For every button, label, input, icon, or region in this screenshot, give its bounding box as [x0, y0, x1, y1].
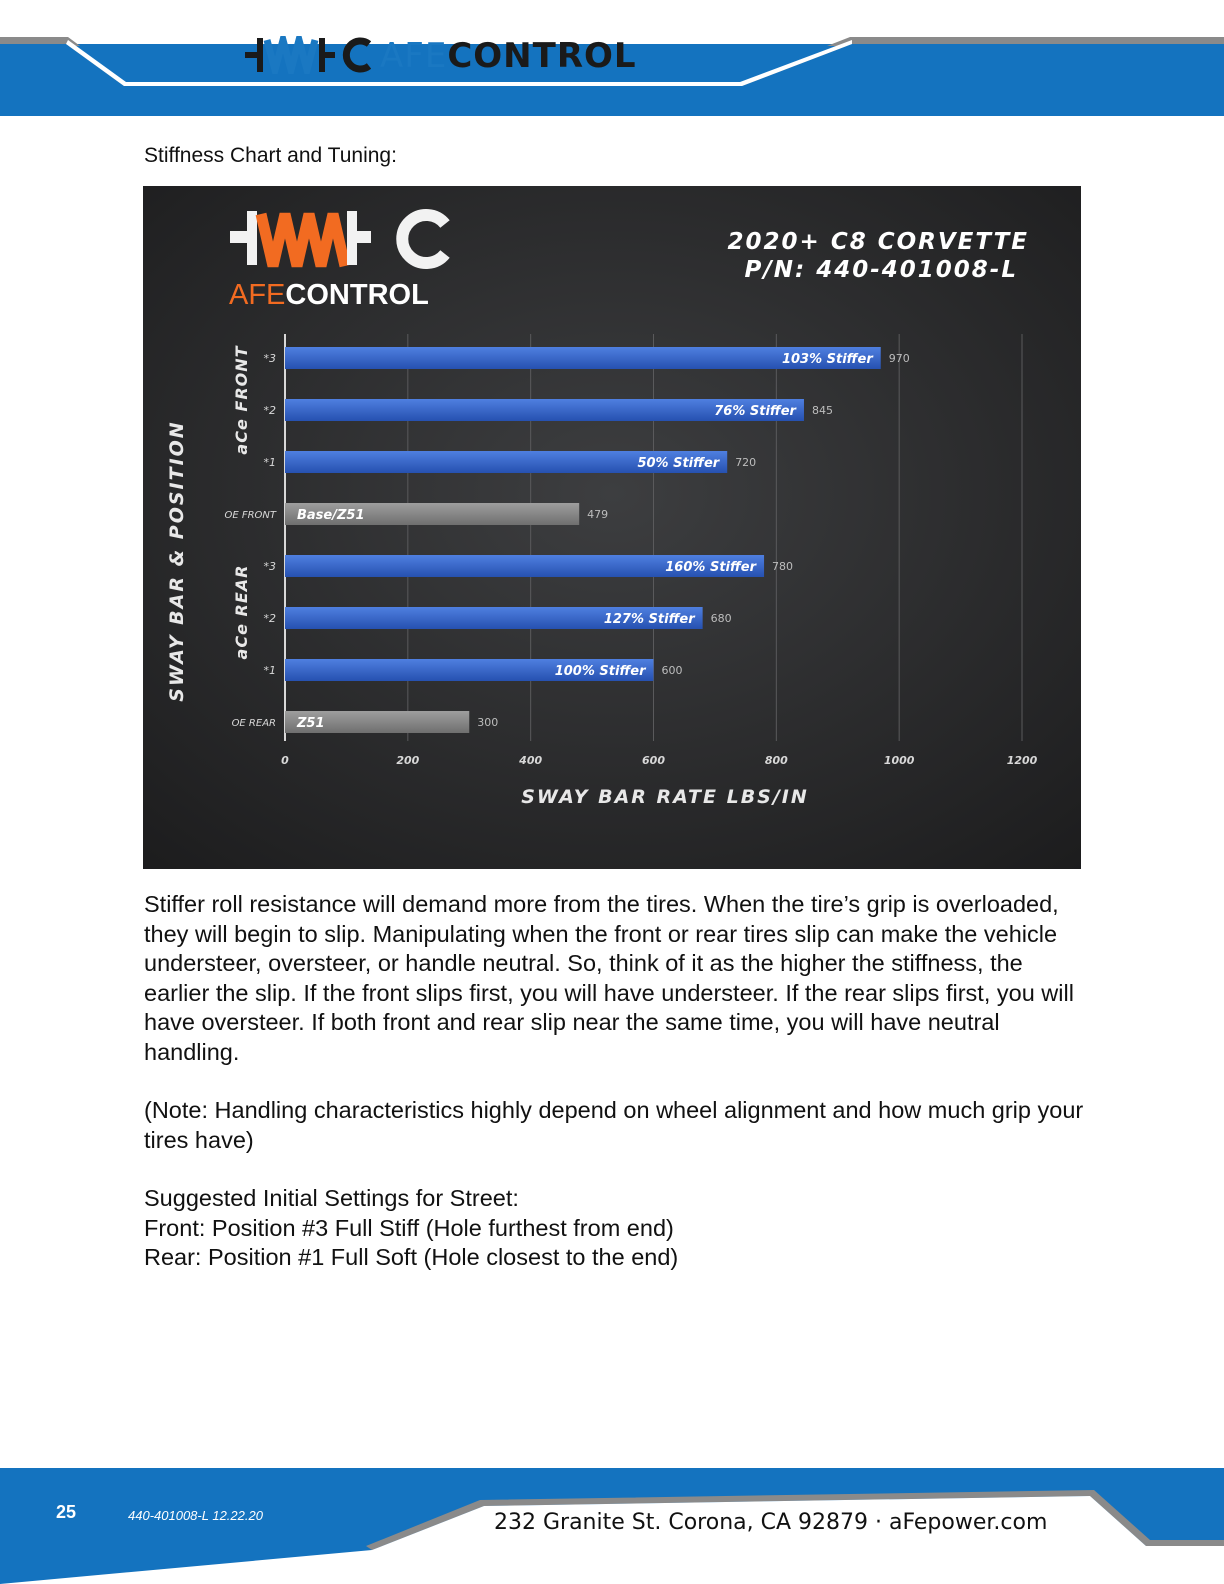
chart-title-line2: P/N: 440-401008-L: [744, 257, 1018, 283]
bar-value-label: 600: [661, 664, 683, 677]
section-title: Stiffness Chart and Tuning:: [144, 144, 397, 167]
group-label-rear: aCe REAR: [232, 564, 251, 660]
bar-label: 100% Stiffer: [554, 664, 646, 679]
paragraph-note: (Note: Handling characteristics highly depend on wheel alignment and how much grip your tires have): [144, 1097, 1084, 1153]
bar-label: 50% Stiffer: [637, 456, 720, 471]
header-brand-prefix: AFE: [380, 36, 448, 76]
y-category-label: *2: [263, 612, 276, 625]
chart-brand-prefix: AFE: [229, 279, 286, 311]
bar-value-label: 300: [477, 716, 499, 729]
y-category-label: *2: [263, 404, 276, 417]
footer-address: 232 Granite St. Corona, CA 92879 · aFepower.com: [494, 1510, 1048, 1535]
x-tick-label: 400: [519, 754, 543, 767]
stiffness-chart: [143, 186, 1081, 869]
settings-front: Front: Position #3 Full Stiff (Hole furthest from end): [144, 1214, 674, 1241]
bar-label: 103% Stiffer: [781, 352, 873, 367]
y-category-label: *1: [263, 664, 276, 677]
bar-value-label: 970: [888, 352, 910, 365]
x-tick-label: 800: [764, 754, 788, 767]
page-number: 25: [56, 1502, 77, 1522]
afe-logo-mark: [245, 36, 371, 74]
chart-brand-name: [229, 279, 429, 311]
x-tick-label: 600: [642, 754, 665, 767]
bar-value-label: 845: [811, 404, 833, 417]
bar-label: 160% Stiffer: [665, 560, 757, 575]
settings-title: Suggested Initial Settings for Street:: [144, 1185, 519, 1211]
y-axis-label: SWAY BAR & POSITION: [166, 420, 188, 702]
chart-title-line1: 2020+ C8 CORVETTE: [727, 229, 1029, 255]
y-category-label: OE FRONT: [224, 510, 276, 521]
stiffness-chart-svg: [143, 186, 1081, 869]
group-label-front: aCe FRONT: [232, 345, 251, 455]
bar-value-label: 680: [710, 612, 732, 625]
settings-rear: Rear: Position #1 Full Soft (Hole closest to the end): [144, 1244, 679, 1270]
bar-value-label: 720: [735, 456, 757, 469]
x-axis-label: SWAY BAR RATE LBS/IN: [521, 786, 809, 808]
y-category-label: OE REAR: [231, 718, 276, 729]
bar-label: 76% Stiffer: [714, 404, 796, 419]
bar-value-label: 479: [587, 508, 609, 521]
body-text: [144, 890, 1084, 1273]
y-category-label: *3: [263, 352, 276, 365]
bar-value-label: 780: [772, 560, 794, 573]
x-tick-label: 200: [396, 754, 420, 767]
header-brand-suffix: CONTROL: [447, 36, 637, 76]
x-tick-label: 0: [281, 754, 289, 767]
chart-brand-suffix: CONTROL: [285, 279, 429, 311]
y-category-label: *1: [263, 456, 276, 469]
document-id: 440-401008-L 12.22.20: [128, 1508, 263, 1523]
bar-label: Z51: [297, 716, 325, 731]
bar-label: Base/Z51: [297, 508, 365, 523]
x-tick-label: 1000: [883, 754, 915, 767]
header-brand-name: [380, 36, 637, 76]
x-tick-label: 1200: [1006, 754, 1038, 767]
y-category-label: *3: [263, 560, 276, 573]
bar-label: 127% Stiffer: [603, 612, 695, 627]
paragraph-roll-resistance: Stiffer roll resistance will demand more from the tires. When the tire’s grip is overloaded, they will begin to slip. Manipulating when the front or rear tires slip can make the vehicle understeer, oversteer, or handle neutral. So, think of it as the higher the stiffness, the earlier the slip. If the front slips first, you will have understeer. If the rear slips first, you will have oversteer. If both front and rear slip near the same time, you will have neutral handling.: [144, 891, 1074, 1065]
